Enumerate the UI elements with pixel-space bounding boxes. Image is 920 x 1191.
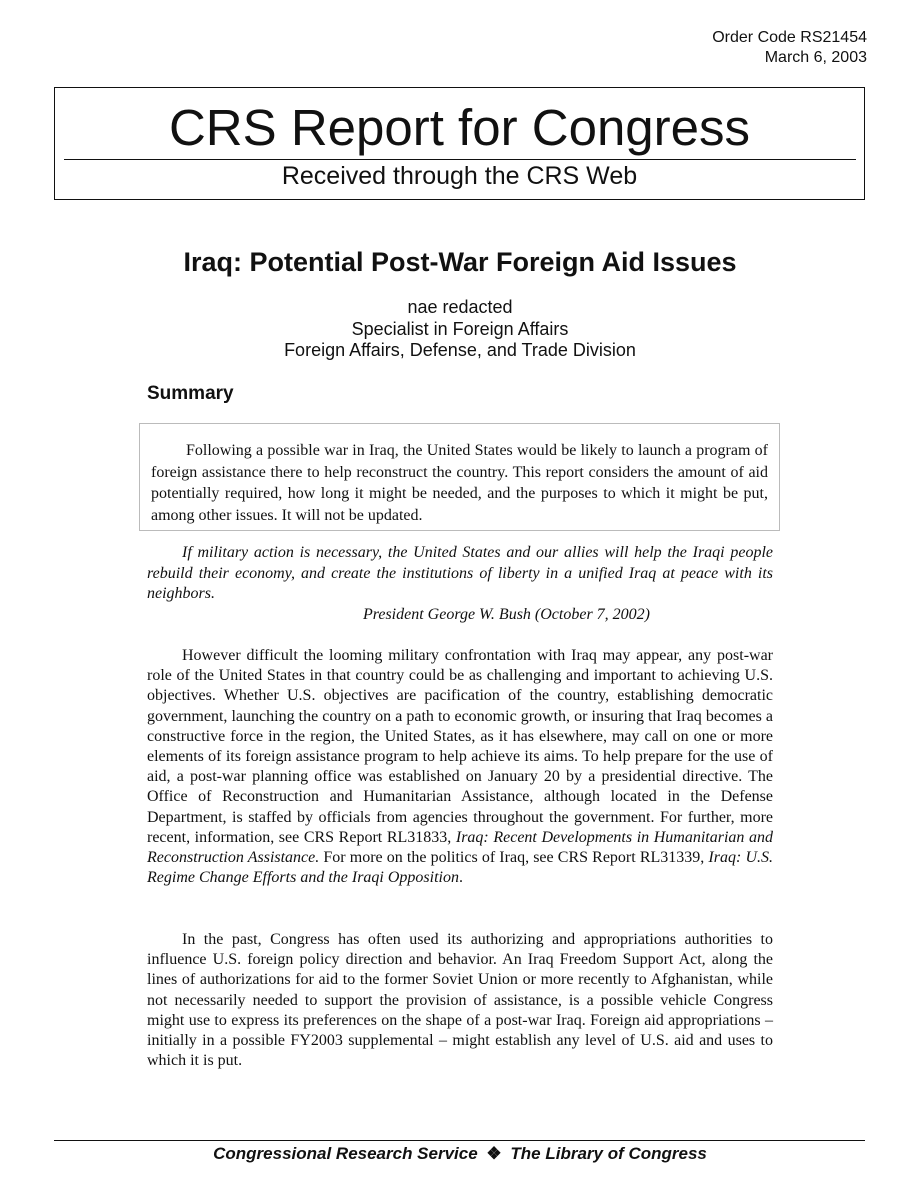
body-paragraph-1 [147, 646, 773, 888]
author-role: Specialist in Foreign Affairs [351, 318, 569, 339]
footer-loc: The Library of Congress [510, 1144, 707, 1163]
order-info [712, 28, 867, 68]
author-division: Foreign Affairs, Defense, and Trade Division [284, 340, 636, 360]
report-date: March 6, 2003 [764, 49, 867, 66]
footer-crs: Congressional Research Service [213, 1144, 478, 1163]
p1-text-a: However difficult the looming military confrontation with Iraq may appear, any post-war role of the United States in that country could be as challenging and important to achieving U.S. objectives. Whether U.S. objectives are pacification of the country, establishing democratic government, launching the country on a path to economic growth, or insuring that Iraq becomes a constructive force in the region, the United States, as it has elsewhere, may call on one or more elements of its foreign assistance program to help achieve its aims. To help prepare for the use of aid, a post-war planning office was established on January 20 by a presidential directive. The Office of Reconstruction and Humanitarian Assistance, although located in the Defense Department, is staffed by officials from agencies throughout the government. For further, more recent, information, see CRS Report RL31833, [147, 647, 773, 846]
author-block [0, 297, 920, 362]
footer-divider [54, 1140, 865, 1141]
summary-box [139, 423, 780, 531]
summary-heading: Summary [147, 383, 234, 404]
epigraph-quote: If military action is necessary, the United States and our allies will help the Iraqi people rebuild their economy, and create the institutions of liberty in a unified Iraq at peace with its neighbors. [147, 544, 773, 602]
banner-title: CRS Report for Congress [168, 99, 751, 156]
diamond-separator-icon: ❖ [486, 1144, 502, 1163]
crs-banner [54, 87, 865, 200]
epigraph [147, 543, 773, 625]
crs-report-ref-rl31339-title: Iraq: U.S. Regime Change Efforts and the Iraqi Opposition [147, 849, 773, 887]
p1-text-end: . [458, 869, 463, 887]
body-paragraph-2: In the past, Congress has often used its authorizing and appropriations authorities to influence U.S. foreign policy direction and behavior. An Iraq Freedom Support Act, along the lines of authorizations for aid to the former Soviet Union or more recently to Afghanistan, while not necessarily needed to support the provision of assistance, is a possible vehicle Congress might use to express its preferences on the shape of a post-war Iraq. Foreign aid appropriations – initially in a possible FY2003 supplemental – might establish any level of U.S. aid and uses to which it is put. [147, 931, 773, 1070]
footer [0, 1143, 920, 1165]
p1-text-b: For more on the politics of Iraq, see CRS Report RL31339, [319, 849, 709, 867]
document-title: Iraq: Potential Post-War Foreign Aid Issues [183, 247, 737, 277]
crs-report-ref-rl31833-title: Iraq: Recent Developments in Humanitarian and Reconstruction Assistance. [147, 828, 774, 867]
author-name: nae redacted [407, 297, 513, 317]
epigraph-attribution: President George W. Bush (October 7, 2002) [362, 605, 650, 623]
banner-subtitle: Received through the CRS Web [281, 162, 638, 190]
summary-text: Following a possible war in Iraq, the United States would be likely to launch a program of foreign assistance there to help reconstruct the country. This report considers the amount of aid potentially required, how long it might be needed, and the purposes to which it might be put, among other issues. It will not be updated. [151, 442, 768, 524]
order-code: Order Code RS21454 [712, 29, 867, 46]
